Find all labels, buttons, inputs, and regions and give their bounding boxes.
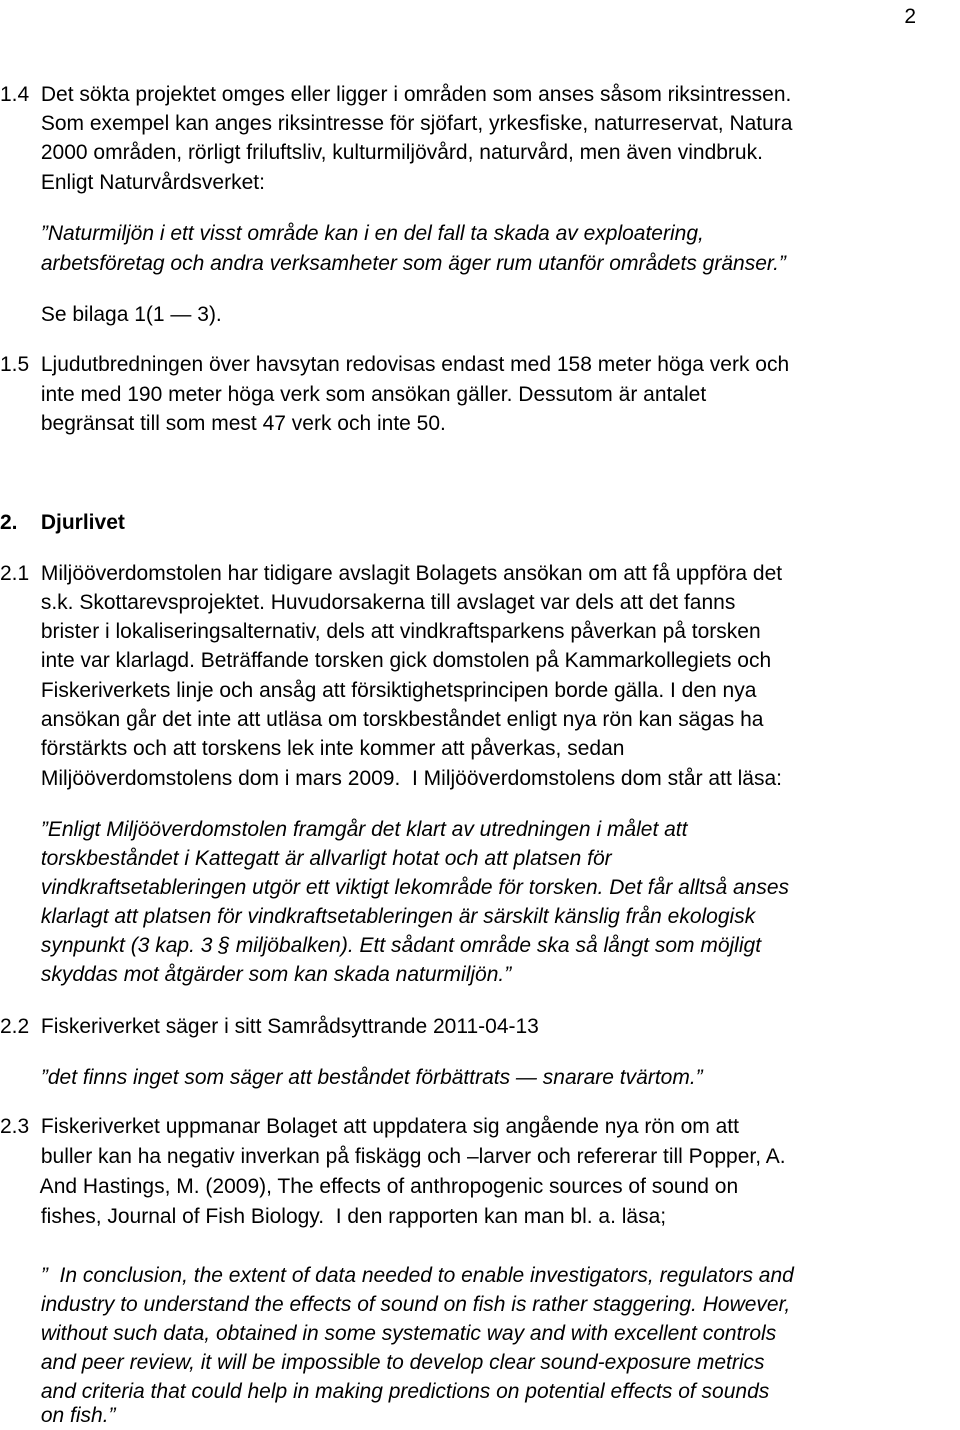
text-line: Enligt Naturvårdsverket:: [0, 171, 265, 194]
quote-line: skyddas mot åtgärder som kan skada naturmiljön.”: [0, 963, 512, 986]
quote-line: torskbeståndet i Kattegatt är allvarligt hotat och att platsen för: [0, 847, 612, 870]
quote-line: ”Naturmiljön i ett visst område kan i en del fall ta skada av exploatering,: [0, 222, 704, 245]
text-line: buller kan ha negativ inverkan på fiskägg och –larver och refererar till Popper, A.: [0, 1145, 786, 1168]
text-line: Fiskeriverkets linje och ansåg att försiktighetsprincipen borde gälla. I den nya: [0, 679, 757, 702]
section-heading: 2. Djurlivet: [0, 511, 125, 534]
text-line: ansökan går det inte att utläsa om torskbeståndet enligt nya rön kan sägas ha: [0, 708, 764, 731]
quote-line: ”det finns inget som säger att beståndet förbättrats — snarare tvärtom.”: [0, 1066, 703, 1089]
text-line: 2.1 Miljööverdomstolen har tidigare avslagit Bolagets ansökan om att få uppföra det: [0, 562, 783, 585]
text-line: Miljööverdomstolens dom i mars 2009. I Miljööverdomstolens dom står att läsa:: [0, 767, 782, 790]
page-number: 2: [904, 5, 916, 28]
text-line: 2000 områden, rörligt friluftsliv, kulturmiljövård, naturvård, men även vindbruk.: [0, 141, 763, 164]
quote-line: and peer review, it will be impossible to develop clear sound-exposure metrics: [0, 1351, 765, 1374]
text-line: 1.5 Ljudutbredningen över havsytan redovisas endast med 158 meter höga verk och: [0, 353, 790, 376]
quote-line: synpunkt (3 kap. 3 § miljöbalken). Ett sådant område ska så långt som möjligt: [0, 934, 762, 957]
text-line: 2.2 Fiskeriverket säger i sitt Samrådsyttrande 2011-04-13: [0, 1015, 539, 1038]
text-line: 2.3 Fiskeriverket uppmanar Bolaget att uppdatera sig angående nya rön om att: [0, 1115, 739, 1138]
text-line: Se bilaga 1(1 — 3).: [0, 303, 222, 326]
text-line: s.k. Skottarevsprojektet. Huvudorsakerna till avslaget var dels att det fanns: [0, 591, 736, 614]
text-line: brister i lokaliseringsalternativ, dels att vindkraftsparkens påverkan på torsken: [0, 620, 761, 643]
text-line: inte var klarlagd. Beträffande torsken gick domstolen på Kammarkollegiets och: [0, 649, 772, 672]
quote-line: on fish.”: [0, 1404, 116, 1427]
text-line: inte med 190 meter höga verk som ansökan gäller. Dessutom är antalet: [0, 383, 707, 406]
quote-line: arbetsföretag och andra verksamheter som äger rum utanför områdets gränser.”: [0, 252, 786, 275]
quote-line: klarlagt att platsen för vindkraftsetableringen är särskilt känslig från ekologisk: [0, 905, 756, 928]
quote-line: and criteria that could help in making predictions on potential effects of sounds: [0, 1380, 770, 1403]
quote-line: industry to understand the effects of sound on fish is rather staggering. However,: [0, 1293, 791, 1316]
text-line: fishes, Journal of Fish Biology. I den rapporten kan man bl. a. läsa;: [0, 1205, 667, 1228]
text-line: förstärkts och att torskens lek inte kommer att påverkas, sedan: [0, 737, 625, 760]
text-line: And Hastings, M. (2009), The effects of anthropogenic sources of sound on: [0, 1175, 739, 1198]
text-line: Som exempel kan anges riksintresse för sjöfart, yrkesfiske, naturreservat, Natura: [0, 112, 793, 135]
quote-line: ”Enligt Miljööverdomstolen framgår det klart av utredningen i målet att: [0, 818, 688, 841]
quote-line: ” In conclusion, the extent of data needed to enable investigators, regulators and: [0, 1264, 794, 1287]
quote-line: vindkraftsetableringen utgör ett viktigt lekområde för torsken. Det får alltså anses: [0, 876, 790, 899]
text-line: begränsat till som mest 47 verk och inte 50.: [0, 412, 446, 435]
quote-line: without such data, obtained in some systematic way and with excellent controls: [0, 1322, 777, 1345]
text-line: 1.4 Det sökta projektet omges eller ligger i områden som anses såsom riksintressen.: [0, 83, 792, 106]
